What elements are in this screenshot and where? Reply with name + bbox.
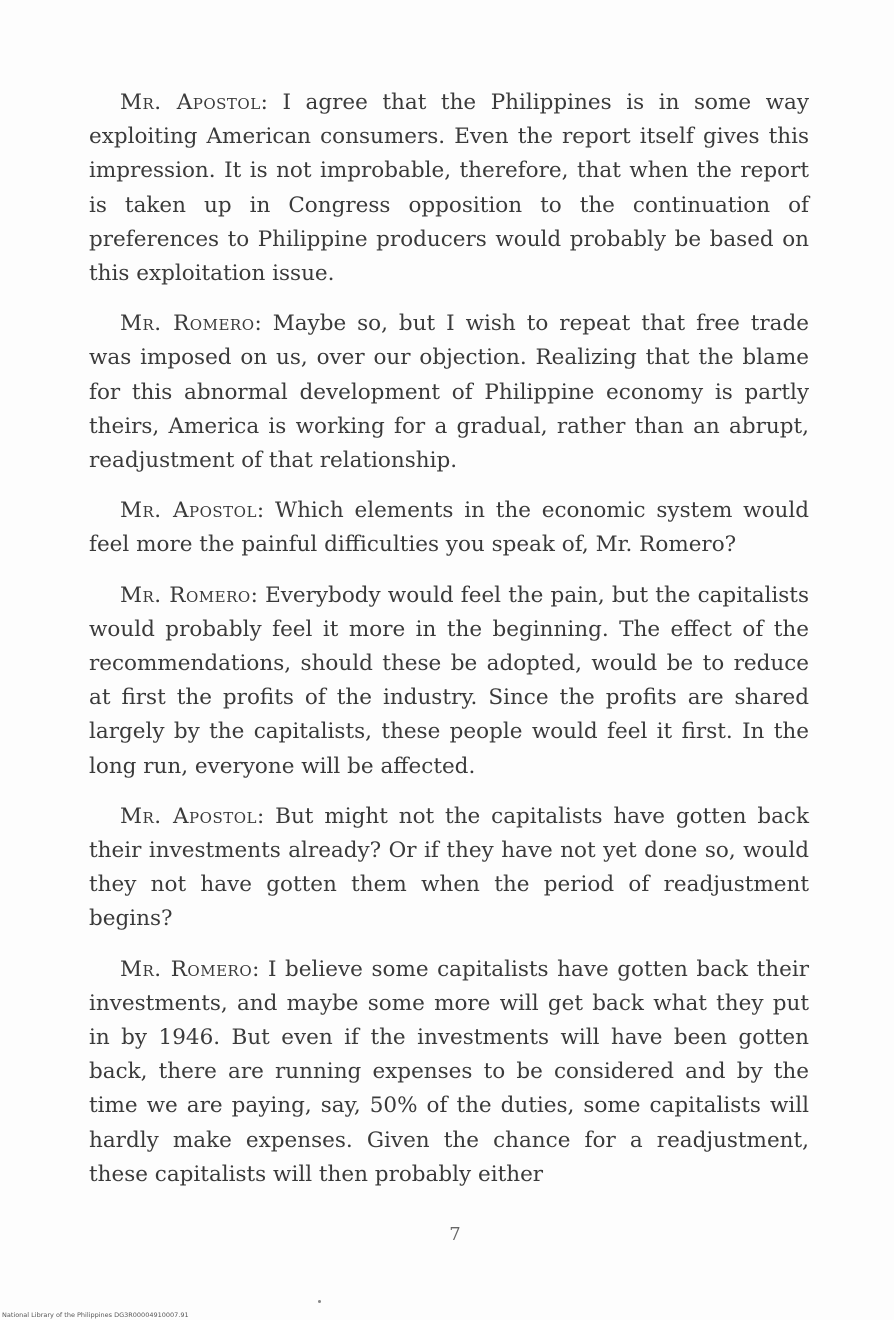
speaker-name: Mr. Apostol — [120, 803, 257, 829]
speaker-name: Mr. Romero — [120, 956, 253, 982]
paragraph-text: I believe some capitalists have gotten back their investments, and maybe some more will get back what they put in by 1946. But even if the investments will have been gotten back, there are running expenses to be considered and by the time we are paying, say, 50% of the duties, some capitalists will hardly make expenses. Given the chance for a readjustment, these capitalists will then probably either — [89, 956, 810, 1187]
scan-speck — [318, 1300, 321, 1303]
page-number: 7 — [449, 1224, 461, 1245]
paragraph-text: But might not the capitalists have gotten back their investments already? Or if they have not yet done so, would they not have gotten them when the period of readjustment begins? — [89, 803, 809, 932]
paragraph-text: Everybody would feel the pain, but the capitalists would probably feel it more in the beginning. The effect of the recommendations, should these be adopted, would be to reduce at first the profits of the industry. Since the profits are shared largely by the capitalists, these people would feel it first. In the long run, everyone will be affected. — [89, 582, 809, 779]
paragraph-1: Mr. Apostol: I agree that the Philippines is in some way exploiting American consumers. Even the report itself gives this impression. It is not improbable, therefore, that when the report is taken up in Congress opposition to the continuation of preferences to Philippine producers would probably be based on this exploitation issue. — [89, 90, 809, 287]
paragraph-3: Mr. Apostol: Which elements in the economic system would feel more the painful difficulties you speak of, Mr. Romero? — [89, 498, 809, 558]
paragraph-text: Maybe so, but I wish to repeat that free trade was imposed on us, over our objection. Realizing that the blame for this abnormal development of Philippine economy is partly theirs, America is working for a gradual, rather than an abrupt, readjustment of that relationship. — [89, 311, 809, 474]
paragraph-5: Mr. Apostol: But might not the capitalists have gotten back their investments already? Or if they have not yet done so, would they not have gotten them when the period of readjustment begins? — [89, 803, 809, 932]
paragraph-text: I agree that the Philippines is in some way exploiting American consumers. Even the report itself gives this impression. It is not improbable, therefore, that when the report is taken up in Congress opposition to the continuation of preferences to Philippine producers would probably be based on this exploitation issue. — [89, 90, 809, 287]
paragraph-2: Mr. Romero: Maybe so, but I wish to repeat that free trade was imposed on us, over our objection. Realizing that the blame for this abnormal development of Philippine economy is partly theirs, America is working for a gradual, rather than an abrupt, readjustment of that relationship. — [89, 311, 809, 474]
speaker-name: Mr. Apostol — [120, 498, 257, 524]
speaker-name: Mr. Romero — [120, 582, 251, 608]
archive-footer: National Library of the Philippines DG3R00004910007.91 — [2, 1311, 189, 1319]
paragraph-4: Mr. Romero: Everybody would feel the pain, but the capitalists would probably feel it more in the beginning. The effect of the recommendations, should these be adopted, would be to reduce at first the profits of the industry. Since the profits are shared largely by the capitalists, these people would feel it first. In the long run, everyone will be affected. — [89, 582, 809, 779]
dialogue-text — [89, 86, 809, 1208]
paragraph-text: Which elements in the economic system would feel more the painful difficulties you speak of, Mr. Romero? — [89, 498, 809, 558]
speaker-name: Mr. Apostol — [120, 90, 261, 115]
paragraph-6: Mr. Romero: I believe some capitalists have gotten back their investments, and maybe some more will get back what they put in by 1946. But even if the investments will have been gotten back, there are running expenses to be considered and by the time we are paying, say, 50% of the duties, some capitalists will hardly make expenses. Given the chance for a readjustment, these capitalists will then probably either — [89, 956, 810, 1187]
speaker-name: Mr. Romero — [120, 311, 255, 337]
